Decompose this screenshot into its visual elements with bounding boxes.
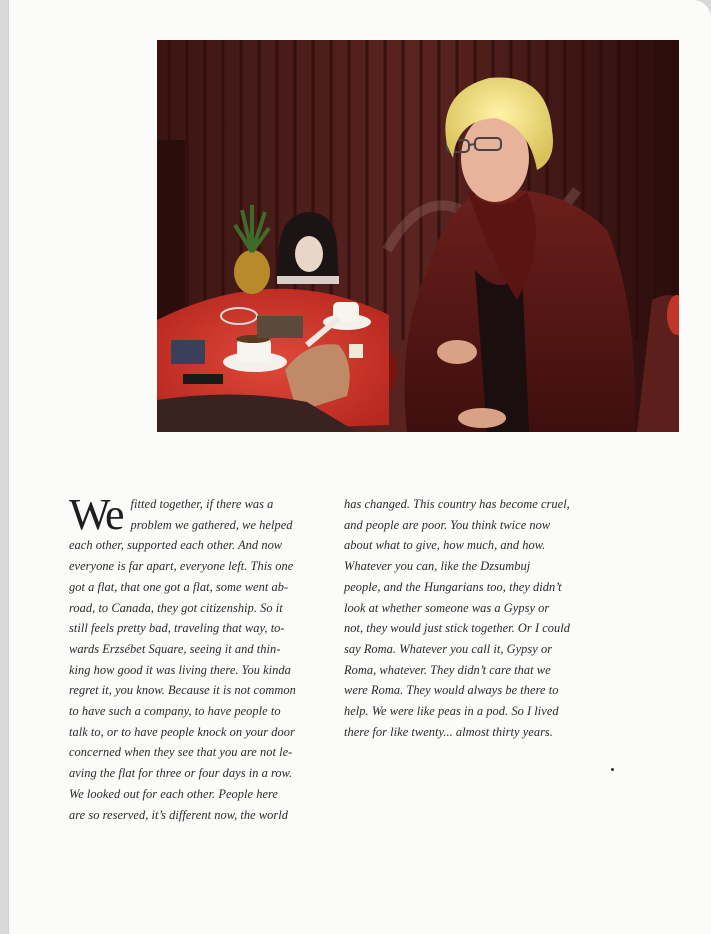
text-line: problem we gathered, we helped — [130, 517, 293, 532]
photograph-icon — [157, 40, 679, 432]
text-line: everyone is far apart, everyone left. This one — [69, 559, 294, 574]
text-line: help. We were like peas in a pod. So I lived — [344, 704, 559, 719]
text-line: say Roma. Whatever you call it, Gypsy or — [344, 641, 553, 656]
text-line: king how good it was living there. You kinda — [69, 662, 291, 677]
text-line: still feels pretty bad, traveling that way, to- — [69, 621, 285, 636]
text-line: were Roma. They would always be there to — [344, 683, 559, 698]
photograph — [157, 40, 679, 432]
text-line: has changed. This country has become cruel, — [344, 497, 570, 511]
text-line: aving the flat for three or four days in a row. — [69, 766, 293, 781]
text-line: Roma, whatever. They didn’t care that we — [344, 662, 551, 677]
text-line: Whatever you can, like the Dzsumbuj — [344, 559, 531, 574]
text-line: fitted together, if there was a — [130, 497, 274, 511]
text-line: and people are poor. You think twice now — [344, 517, 551, 532]
text-line: concerned when they see that you are not le- — [69, 745, 293, 760]
text-line: each other, supported each other. And now — [69, 538, 283, 553]
text-line: road, to Canada, they got citizenship. So it — [69, 600, 283, 615]
text-line: We looked out for each other. People here — [69, 786, 278, 801]
text-line: are so reserved, it’s different now, the world — [69, 807, 288, 822]
text-line: got a flat, that one got a flat, some went ab- — [69, 579, 289, 594]
text-line: there for like twenty... almost thirty years. — [344, 724, 553, 739]
text-line: to have such a company, to have people to — [69, 704, 281, 719]
stray-dot — [611, 768, 614, 771]
text-line: wards Erzsébet Square, seeing it and thin- — [69, 641, 281, 656]
text-line: talk to, or to have people knock on your door — [69, 724, 295, 739]
article-column-right — [344, 494, 614, 742]
page — [8, 0, 711, 934]
text-line: regret it, you know. Because it is not common — [69, 683, 296, 698]
article-column-left — [69, 490, 339, 825]
text-line: about what to give, how much, and how. — [344, 538, 546, 553]
text-line: not, they would just stick together. Or I could — [344, 621, 571, 636]
text-line: look at whether someone was a Gypsy or — [344, 600, 550, 615]
text-line: people, and the Hungarians too, they didn’t — [344, 579, 562, 594]
dropcap: We — [69, 490, 123, 539]
